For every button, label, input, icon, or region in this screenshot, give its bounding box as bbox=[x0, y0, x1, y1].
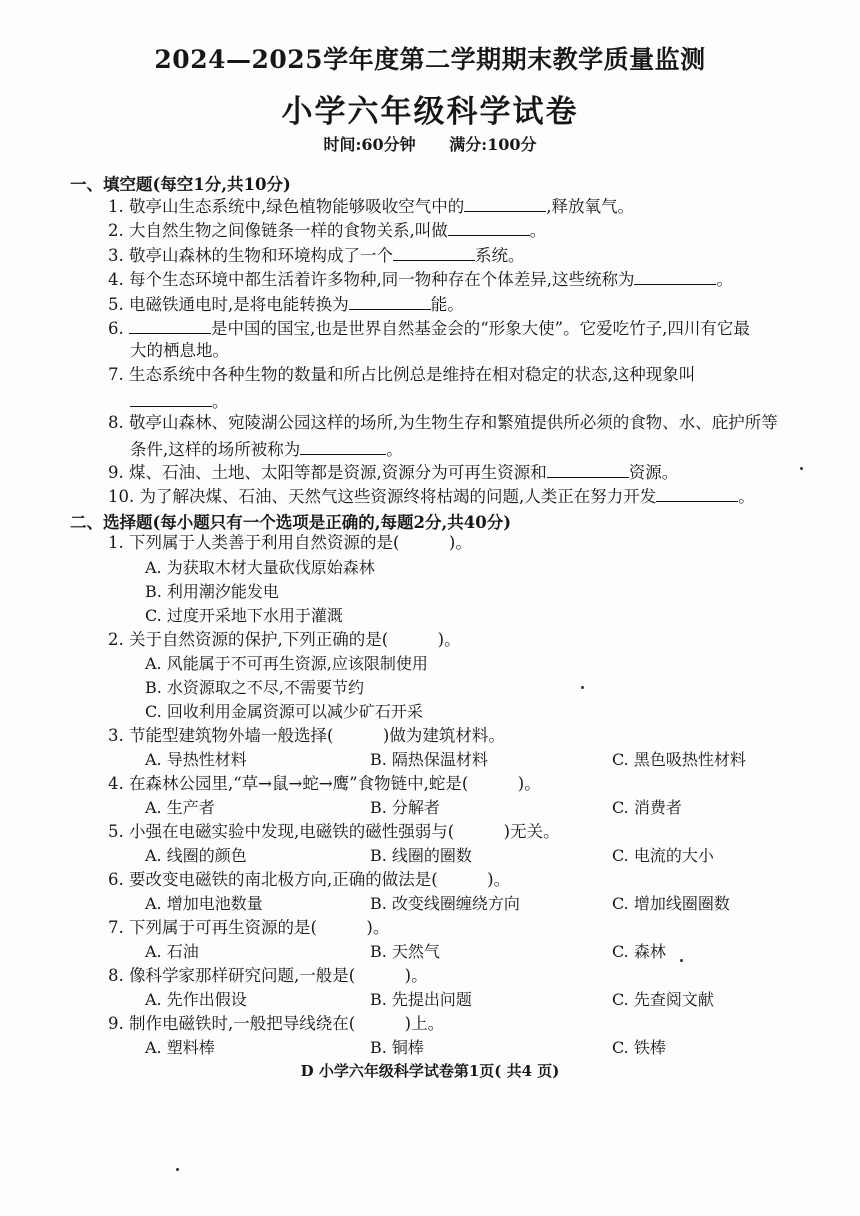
answer-blank[interactable] bbox=[130, 389, 212, 407]
exam-title: 2024—2025学年度第二学期期末教学质量监测 bbox=[154, 45, 706, 74]
option-a[interactable]: A. 生产者 bbox=[145, 798, 215, 817]
exam-time: 时间:60分钟 bbox=[323, 135, 416, 154]
question-fill-7-cont: 。 bbox=[130, 389, 229, 412]
option-b[interactable]: B. 先提出问题 bbox=[370, 990, 472, 1009]
option-a[interactable]: A. 石油 bbox=[145, 942, 199, 961]
option-b[interactable]: B. 利用潮汐能发电 bbox=[145, 582, 279, 601]
question-fill-9: 9. 煤、石油、土地、太阳等都是资源,资源分为可再生资源和 资源。 bbox=[108, 460, 678, 483]
question-fill-4: 4. 每个生态环境中都生活着许多物种,同一物种存在个体差异,这些统称为 。 bbox=[108, 267, 733, 290]
answer-blank[interactable] bbox=[349, 292, 431, 310]
option-b[interactable]: B. 改变线圈缠绕方向 bbox=[370, 894, 520, 913]
answer-blank[interactable] bbox=[448, 218, 530, 236]
option-c[interactable]: C. 回收利用金属资源可以减少矿石开采 bbox=[145, 702, 423, 721]
scan-speck bbox=[680, 959, 683, 962]
question-fill-7: 7. 生态系统中各种生物的数量和所占比例总是维持在相对稳定的状态,这种现象叫 bbox=[108, 365, 696, 384]
scan-speck bbox=[800, 467, 803, 470]
option-a[interactable]: A. 先作出假设 bbox=[145, 990, 247, 1009]
answer-blank[interactable] bbox=[300, 437, 386, 455]
answer-blank[interactable] bbox=[656, 484, 738, 502]
option-a[interactable]: A. 塑料棒 bbox=[145, 1038, 215, 1057]
exam-subtitle: 小学六年级科学试卷 bbox=[281, 94, 579, 130]
question-choice-8: 8. 像科学家那样研究问题,一般是( )。 bbox=[108, 966, 428, 985]
scan-speck bbox=[176, 1168, 179, 1171]
option-b[interactable]: B. 水资源取之不尽,不需要节约 bbox=[145, 678, 365, 697]
option-c[interactable]: C. 增加线圈圈数 bbox=[612, 894, 730, 913]
section-choice-heading: 二、选择题(每小题只有一个选项是正确的,每题2分,共40分) bbox=[70, 513, 512, 532]
option-b[interactable]: B. 隔热保温材料 bbox=[370, 750, 488, 769]
option-c[interactable]: C. 先查阅文献 bbox=[612, 990, 714, 1009]
question-choice-5: 5. 小强在电磁实验中发现,电磁铁的磁性强弱与( )无关。 bbox=[108, 822, 560, 841]
option-b[interactable]: B. 分解者 bbox=[370, 798, 440, 817]
page-footer: D 小学六年级科学试卷第1页( 共4 页) bbox=[300, 1062, 560, 1080]
option-a[interactable]: A. 线圈的颜色 bbox=[145, 846, 247, 865]
question-choice-1: 1. 下列属于人类善于利用自然资源的是( )。 bbox=[108, 533, 472, 552]
question-fill-2: 2. 大自然生物之间像链条一样的食物关系,叫做 。 bbox=[108, 218, 546, 241]
question-fill-8: 8. 敬亭山森林、宛陵湖公园这样的场所,为生物生存和繁殖提供所必须的食物、水、庇护所等 bbox=[108, 413, 778, 432]
question-choice-6: 6. 要改变电磁铁的南北极方向,正确的做法是( )。 bbox=[108, 870, 511, 889]
option-a[interactable]: A. 为获取木材大量砍伐原始森林 bbox=[145, 558, 375, 577]
scan-speck bbox=[581, 686, 584, 689]
question-fill-5: 5. 电磁铁通电时,是将电能转换为 能。 bbox=[108, 292, 464, 315]
question-fill-3: 3. 敬亭山森林的生物和环境构成了一个 系统。 bbox=[108, 243, 525, 266]
option-a[interactable]: A. 增加电池数量 bbox=[145, 894, 263, 913]
question-choice-7: 7. 下列属于可再生资源的是( )。 bbox=[108, 918, 390, 937]
question-choice-3: 3. 节能型建筑物外墙一般选择( )做为建筑材料。 bbox=[108, 726, 505, 745]
answer-blank[interactable] bbox=[393, 243, 475, 261]
option-a[interactable]: A. 风能属于不可再生资源,应该限制使用 bbox=[145, 654, 428, 673]
option-c[interactable]: C. 过度开采地下水用于灌溉 bbox=[145, 606, 343, 625]
exam-score: 满分:100分 bbox=[449, 135, 537, 154]
question-fill-10: 10. 为了解决煤、石油、天然气这些资源终将枯竭的问题,人类正在努力开发 。 bbox=[108, 484, 755, 507]
question-fill-1: 1. 敬亭山生态系统中,绿色植物能够吸收空气中的 ,释放氧气。 bbox=[108, 194, 634, 217]
question-fill-6: 6. 是中国的国宝,也是世界自然基金会的“形象大使”。它爱吃竹子,四川有它最 bbox=[108, 316, 750, 339]
question-fill-6-cont: 大的栖息地。 bbox=[130, 341, 229, 360]
option-b[interactable]: B. 天然气 bbox=[370, 942, 440, 961]
option-a[interactable]: A. 导热性材料 bbox=[145, 750, 247, 769]
answer-blank[interactable] bbox=[547, 460, 629, 478]
option-c[interactable]: C. 森林 bbox=[612, 942, 666, 961]
option-c[interactable]: C. 黑色吸热性材料 bbox=[612, 750, 746, 769]
option-c[interactable]: C. 铁棒 bbox=[612, 1038, 666, 1057]
option-c[interactable]: C. 电流的大小 bbox=[612, 846, 714, 865]
question-choice-2: 2. 关于自然资源的保护,下列正确的是( )。 bbox=[108, 630, 461, 649]
option-b[interactable]: B. 铜棒 bbox=[370, 1038, 424, 1057]
question-fill-8-cont: 条件,这样的场所被称为 。 bbox=[130, 437, 403, 460]
exam-meta bbox=[0, 132, 860, 155]
answer-blank[interactable] bbox=[634, 267, 716, 285]
question-choice-4: 4. 在森林公园里,“草→鼠→蛇→鹰”食物链中,蛇是( )。 bbox=[108, 774, 541, 793]
question-choice-9: 9. 制作电磁铁时,一般把导线绕在( )上。 bbox=[108, 1014, 445, 1033]
answer-blank[interactable] bbox=[129, 316, 211, 334]
answer-blank[interactable] bbox=[464, 194, 546, 212]
option-b[interactable]: B. 线圈的圈数 bbox=[370, 846, 472, 865]
option-c[interactable]: C. 消费者 bbox=[612, 798, 682, 817]
section-fill-blank-heading: 一、填空题(每空1分,共10分) bbox=[70, 175, 291, 194]
